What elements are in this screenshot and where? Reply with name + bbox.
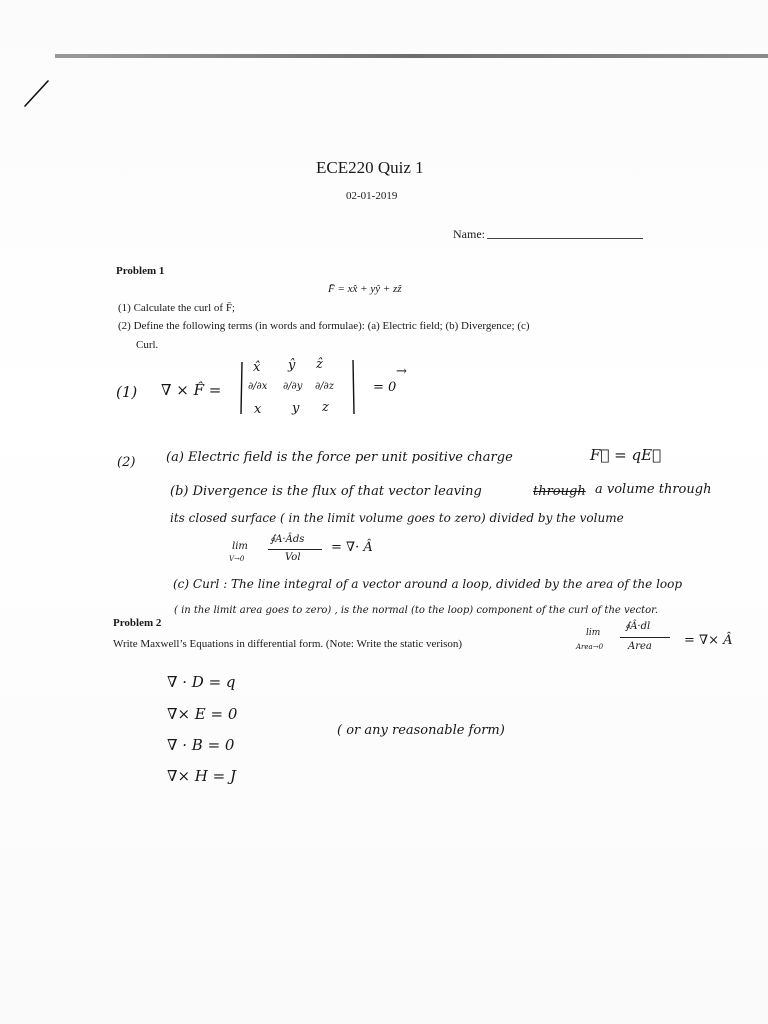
answer2b-line2: its closed surface ( in the limit volume goes to zero) divided by the volume (170, 511, 624, 525)
det-r1-c1: x̂ (253, 360, 261, 375)
maxwell-note: ( or any reasonable form) (337, 723, 505, 738)
quiz-title: ECE220 Quiz 1 (316, 158, 424, 177)
answer2a-text: (a) Electric field is the force per unit positive charge (166, 450, 513, 465)
problem1-question1: (1) Calculate the curl of F̄; (118, 302, 235, 314)
answer2c-fraction-bar (620, 637, 670, 638)
maxwell-eq4: ∇× H = J (167, 767, 237, 785)
answer1-zero-arrow: → (396, 364, 407, 379)
answer2c-text: (c) Curl : The line integral of a vector around a loop, divided by the area of the loop (173, 577, 683, 591)
answer2b-strike: through (533, 484, 586, 499)
det-r3-c3: z (322, 400, 329, 415)
scan-edge-line (55, 54, 768, 58)
problem1-heading: Problem 1 (116, 265, 165, 277)
pen-tick-mark (22, 78, 52, 110)
answer2b-lim-sub: V→0 (229, 555, 245, 563)
problem2-text: Write Maxwell’s Equations in differential form. (Note: Write the static verison) (113, 638, 463, 650)
answer2c-den: Area (628, 641, 652, 652)
answer2c-lim: lim (586, 628, 601, 638)
det-r3-c1: x (254, 402, 262, 417)
answer2b-fraction-bar (268, 549, 322, 550)
answer2c-line2: ( in the limit area goes to zero) , is the normal (to the loop) component of the curl of the vector. (174, 605, 659, 616)
answer2b-text-end: a volume through (595, 482, 712, 497)
answer2a-formula: F⃗ = qE⃗ (590, 446, 662, 464)
maxwell-eq1: ∇ · D = q (167, 673, 236, 691)
quiz-date: 02-01-2019 (346, 190, 398, 202)
det-r2-c3: ∂/∂z (315, 381, 334, 392)
answer2b-num: ∮A·Âds (270, 534, 305, 545)
maxwell-eq3: ∇ · B = 0 (167, 736, 235, 754)
name-label: Name: (453, 227, 485, 241)
det-r3-c2: y (292, 401, 300, 416)
maxwell-eq2: ∇× E = 0 (167, 705, 238, 723)
answer2c-rhs: = ∇× Â (684, 633, 733, 648)
answer1-lhs: ∇ × F̂ = (161, 381, 222, 399)
problem1-question2-cont: Curl. (136, 339, 159, 351)
answer2b-den: Vol (285, 552, 301, 563)
answer2b-text: (b) Divergence is the flux of that vector leaving (170, 484, 482, 499)
det-r2-c2: ∂/∂y (283, 381, 303, 392)
det-r2-c1: ∂/∂x (248, 381, 268, 392)
answer2c-num: ∮Â·dl (625, 621, 651, 632)
answer2b-rhs: = ∇· Â (331, 540, 373, 555)
answer1-rhs: = 0 (373, 380, 397, 395)
answer2c-lim-sub: Area→0 (576, 643, 604, 651)
problem1-question2: (2) Define the following terms (in words and formulae): (a) Electric field; (b) Divergence; (c) (118, 320, 530, 332)
answer2b-lim: lim (232, 541, 248, 552)
name-blank-line (487, 238, 643, 239)
problem2-heading: Problem 2 (113, 617, 162, 629)
det-r1-c2: ŷ (288, 358, 296, 373)
answer1-label: (1) (116, 383, 138, 401)
answer2-label: (2) (117, 455, 136, 470)
problem1-equation: F̄ = xx̂ + yŷ + zẑ (328, 283, 402, 295)
det-r1-c3: ẑ (316, 357, 323, 372)
